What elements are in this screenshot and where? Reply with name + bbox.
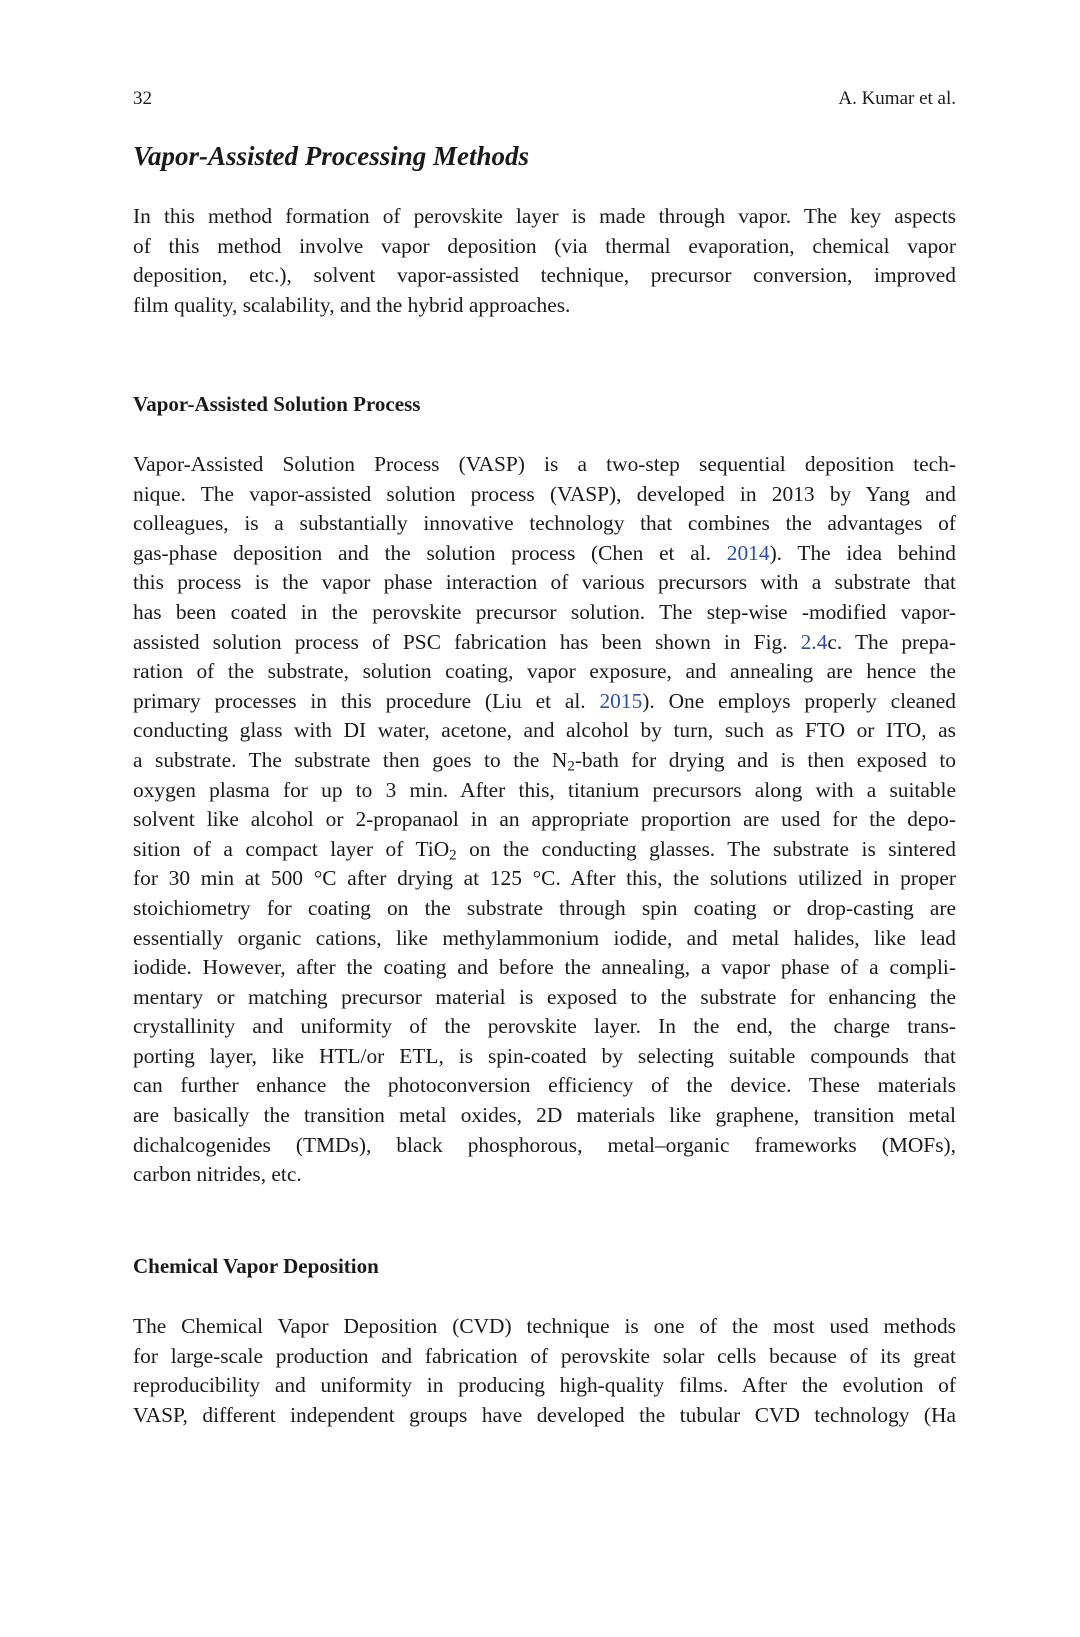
subsection-title-vasp: Vapor-Assisted Solution Process <box>133 392 421 416</box>
text-line: carbon nitrides, etc. <box>133 1162 302 1187</box>
section-title: Vapor-Assisted Processing Methods <box>133 141 530 171</box>
text-line: for large-scale production and fabrication of perovskite solar cells because of its great <box>133 1343 956 1368</box>
page-number: 32 <box>133 88 152 109</box>
text-line: VASP, different independent groups have developed the tubular CVD technology (Ha <box>133 1402 956 1427</box>
vasp-paragraph <box>133 450 956 1190</box>
text-line: are basically the transition metal oxides, 2D materials like graphene, transition metal <box>133 1103 956 1128</box>
text-line: stoichiometry for coating on the substrate through spin coating or drop-casting are <box>133 895 956 920</box>
intro-paragraph <box>133 202 956 320</box>
text-line: Vapor-Assisted Solution Process (VASP) is a two-step sequential deposition tech- <box>133 452 956 476</box>
cvd-paragraph <box>133 1312 956 1430</box>
running-head-authors: A. Kumar et al. <box>838 88 956 109</box>
text-line: iodide. However, after the coating and before the annealing, a vapor phase of a compli- <box>133 955 956 980</box>
text-line: In this method formation of perovskite layer is made through vapor. The key aspects <box>133 204 956 228</box>
text-line: colleagues, is a substantially innovative technology that combines the advantages of <box>133 511 956 536</box>
text-line: film quality, scalability, and the hybrid approaches. <box>133 292 571 317</box>
text-line: The Chemical Vapor Deposition (CVD) technique is one of the most used methods <box>133 1314 956 1338</box>
text-line: of this method involve vapor deposition (via thermal evaporation, chemical vapor <box>133 233 956 258</box>
text-line: oxygen plasma for up to 3 min. After this, titanium precursors along with a suitable <box>133 777 956 802</box>
text-line: solvent like alcohol or 2-propanaol in an appropriate proportion are used for the depo- <box>133 807 956 832</box>
figure-link-2-4[interactable]: 2.4 <box>800 629 828 654</box>
text-line: conducting glass with DI water, acetone, and alcohol by turn, such as FTO or ITO, as <box>133 718 956 743</box>
text-line: can further enhance the photoconversion efficiency of the device. These materials <box>133 1073 956 1098</box>
text-line: a substrate. The substrate then goes to the $N_2$-bath for drying and is then exposed to <box>133 747 957 775</box>
text-line: mentary or matching precursor material is exposed to the substrate for enhancing the <box>133 984 956 1009</box>
text-line: crystallinity and uniformity of the perovskite layer. In the end, the charge trans- <box>133 1014 956 1039</box>
text-line: this process is the vapor phase interaction of various precursors with a substrate that <box>133 570 956 595</box>
text-line: dichalcogenides (TMDs), black phosphorous, metal–organic frameworks (MOFs), <box>133 1132 956 1157</box>
text-line: gas-phase deposition and the solution process (Chen et al. 2014). The idea behind <box>133 540 956 565</box>
citation-link-2014[interactable]: 2014 <box>726 540 770 565</box>
text-line: deposition, etc.), solvent vapor-assisted technique, precursor conversion, improved <box>133 263 956 288</box>
text-line: essentially organic cations, like methylammonium iodide, and metal halides, like lead <box>133 925 956 950</box>
text-line: nique. The vapor-assisted solution process (VASP), developed in 2013 by Yang and <box>133 481 956 506</box>
subsection-title-cvd: Chemical Vapor Deposition <box>133 1254 379 1278</box>
text-line: porting layer, like HTL/or ETL, is spin-coated by selecting suitable compounds that <box>133 1043 956 1068</box>
text-line: sition of a compact layer of TiO$_2$ on the conducting glasses. The substrate is sintered <box>133 836 956 864</box>
citation-link-2015[interactable]: 2015 <box>599 688 643 713</box>
running-head <box>133 86 956 112</box>
text-line: primary processes in this procedure (Liu et al. 2015). One employs properly cleaned <box>133 688 956 713</box>
text-line: ration of the substrate, solution coating, vapor exposure, and annealing are hence the <box>133 659 956 684</box>
text-line: reproducibility and uniformity in producing high-quality films. After the evolution of <box>133 1373 956 1398</box>
text-line: assisted solution process of PSC fabrication has been shown in Fig. 2.4c. The prepa- <box>133 629 956 654</box>
text-line: for 30 min at 500 °C after drying at 125 °C. After this, the solutions utilized in proper <box>133 866 956 891</box>
text-line: has been coated in the perovskite precursor solution. The step-wise -modified vapor- <box>133 599 956 624</box>
